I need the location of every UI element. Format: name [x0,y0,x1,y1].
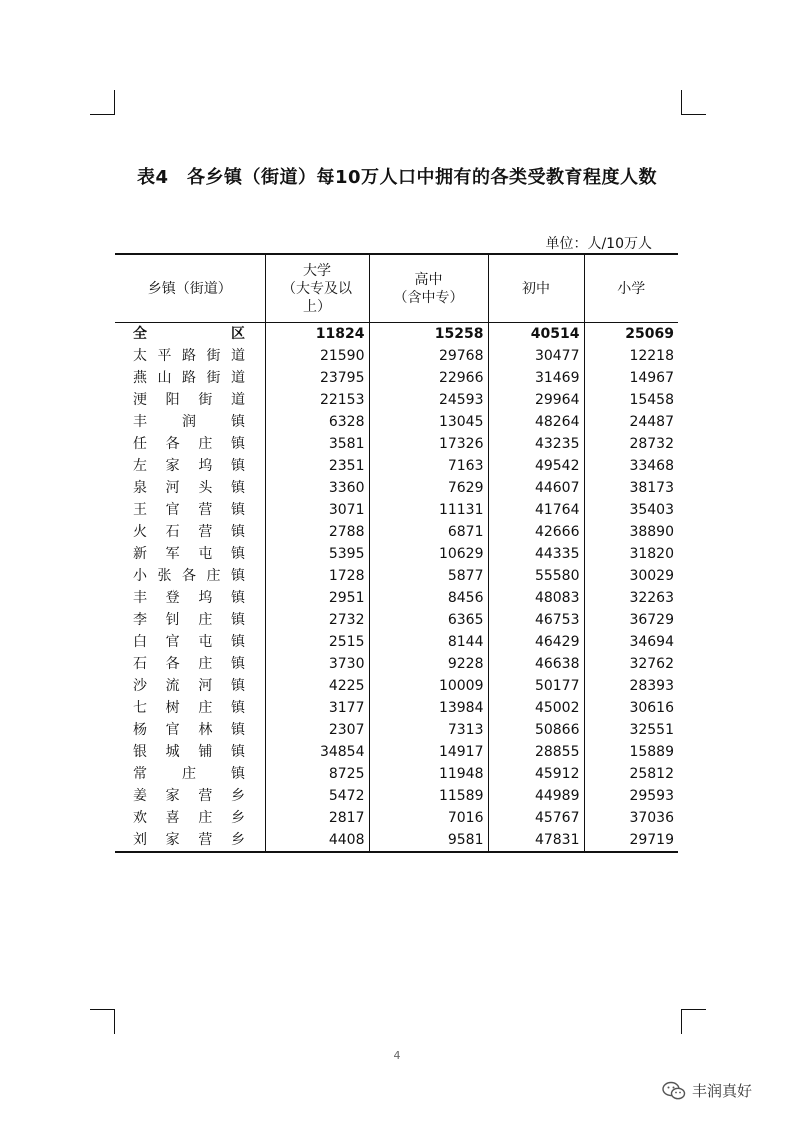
cell-middle-school: 46429 [488,631,584,653]
cell-primary-school: 32762 [584,653,678,675]
header-primary-school [584,254,678,323]
header-high-school [369,254,488,323]
table-row [115,675,678,697]
cell-primary-school: 30029 [584,565,678,587]
cell-primary-school: 15889 [584,741,678,763]
cell-high-school: 8456 [369,587,488,609]
cell-college: 3071 [265,499,369,521]
cell-town-name [115,609,265,631]
cell-town-name [115,543,265,565]
cell-middle-school: 47831 [488,829,584,852]
table-row [115,763,678,785]
cell-high-school: 9228 [369,653,488,675]
cell-high-school: 24593 [369,389,488,411]
table-row [115,565,678,587]
cell-middle-school: 41764 [488,499,584,521]
cell-town-name [115,367,265,389]
crop-mark-bottom-left [90,1009,115,1034]
cell-primary-school: 38173 [584,477,678,499]
town-name-label: 欢 喜 庄 乡 [133,810,245,826]
cell-town-name [115,521,265,543]
header-middle-school [488,254,584,323]
town-name-label: 银 城 铺 镇 [133,744,245,760]
table-row [115,411,678,433]
cell-primary-school: 36729 [584,609,678,631]
cell-college: 23795 [265,367,369,389]
town-name-label: 小 张 各 庄 镇 [133,568,245,584]
header-town-label: 乡镇（街道） [147,280,232,297]
cell-primary-school: 33468 [584,455,678,477]
education-table [115,253,678,853]
cell-town-name [115,499,265,521]
table-row [115,455,678,477]
cell-primary-school: 31820 [584,543,678,565]
cell-town-name [115,785,265,807]
cell-high-school: 7163 [369,455,488,477]
cell-primary-school: 28393 [584,675,678,697]
cell-high-school: 11948 [369,763,488,785]
cell-primary-school: 14967 [584,367,678,389]
cell-primary-school: 35403 [584,499,678,521]
header-primary-label: 小学 [617,280,646,297]
town-name-label: 任 各 庄 镇 [133,436,245,452]
table-row [115,367,678,389]
town-name-label: 王 官 营 镇 [133,502,245,518]
table-row [115,609,678,631]
cell-high-school: 17326 [369,433,488,455]
header-row [115,254,678,323]
crop-mark-bottom-right [681,1009,706,1034]
cell-high-school: 7016 [369,807,488,829]
cell-college: 3177 [265,697,369,719]
town-name-label: 姜 家 营 乡 [133,788,245,804]
town-name-label: 李 钊 庄 镇 [133,612,245,628]
cell-middle-school: 28855 [488,741,584,763]
cell-town-name [115,345,265,367]
cell-middle-school: 44607 [488,477,584,499]
table-row [115,719,678,741]
header-town [115,254,265,323]
cell-college: 8725 [265,763,369,785]
table-row [115,697,678,719]
cell-middle-school: 46753 [488,609,584,631]
table-body [115,323,678,853]
cell-town-name [115,323,265,346]
table-row [115,829,678,852]
cell-town-name [115,389,265,411]
town-name-label: 沙 流 河 镇 [133,678,245,694]
cell-high-school: 29768 [369,345,488,367]
town-name-label: 刘 家 营 乡 [133,832,245,848]
cell-town-name [115,675,265,697]
table-row-total [115,323,678,346]
cell-high-school: 5877 [369,565,488,587]
town-name-label: 全 区 [133,326,245,342]
cell-college: 6328 [265,411,369,433]
cell-college: 21590 [265,345,369,367]
header-college-label: 大学 （大专及以 上） [282,262,352,315]
cell-middle-school: 48083 [488,587,584,609]
cell-high-school: 8144 [369,631,488,653]
cell-town-name [115,411,265,433]
cell-college: 2351 [265,455,369,477]
cell-high-school: 22966 [369,367,488,389]
table-title: 表4 各乡镇（街道）每10万人口中拥有的各类受教育程度人数 [136,167,658,188]
crop-mark-top-right [681,90,706,115]
cell-town-name [115,719,265,741]
cell-town-name [115,829,265,852]
cell-high-school: 14917 [369,741,488,763]
header-college [265,254,369,323]
cell-primary-school: 37036 [584,807,678,829]
cell-high-school: 15258 [369,323,488,346]
cell-high-school: 6365 [369,609,488,631]
cell-college: 4225 [265,675,369,697]
cell-town-name [115,565,265,587]
cell-primary-school: 32263 [584,587,678,609]
cell-high-school: 10629 [369,543,488,565]
cell-high-school: 11589 [369,785,488,807]
cell-college: 2515 [265,631,369,653]
table-row [115,477,678,499]
cell-middle-school: 30477 [488,345,584,367]
table-row [115,389,678,411]
table-row [115,587,678,609]
table-row [115,741,678,763]
cell-college: 34854 [265,741,369,763]
table-row [115,433,678,455]
cell-town-name [115,741,265,763]
cell-primary-school: 34694 [584,631,678,653]
unit-label: 单位：人/10万人 [545,236,652,252]
cell-middle-school: 44989 [488,785,584,807]
header-middle-label: 初中 [522,280,550,297]
cell-high-school: 13045 [369,411,488,433]
cell-college: 5395 [265,543,369,565]
cell-town-name [115,477,265,499]
cell-town-name [115,631,265,653]
cell-middle-school: 45002 [488,697,584,719]
cell-middle-school: 55580 [488,565,584,587]
town-name-label: 丰 登 坞 镇 [133,590,245,606]
wechat-logo-icon [662,1081,686,1101]
cell-middle-school: 50177 [488,675,584,697]
town-name-label: 白 官 屯 镇 [133,634,245,650]
cell-middle-school: 48264 [488,411,584,433]
cell-town-name [115,807,265,829]
cell-middle-school: 46638 [488,653,584,675]
cell-middle-school: 31469 [488,367,584,389]
cell-high-school: 7313 [369,719,488,741]
town-name-label: 石 各 庄 镇 [133,656,245,672]
cell-primary-school: 32551 [584,719,678,741]
header-high-label: 高中 （含中专） [393,271,464,306]
cell-college: 4408 [265,829,369,852]
cell-college: 3581 [265,433,369,455]
town-name-label: 浭 阳 街 道 [133,392,245,408]
cell-primary-school: 30616 [584,697,678,719]
cell-town-name [115,455,265,477]
town-name-label: 七 树 庄 镇 [133,700,245,716]
cell-college: 2788 [265,521,369,543]
cell-middle-school: 44335 [488,543,584,565]
cell-middle-school: 29964 [488,389,584,411]
cell-high-school: 6871 [369,521,488,543]
cell-primary-school: 28732 [584,433,678,455]
cell-primary-school: 24487 [584,411,678,433]
cell-town-name [115,653,265,675]
table-row [115,807,678,829]
table-row [115,499,678,521]
cell-town-name [115,587,265,609]
cell-town-name [115,697,265,719]
cell-middle-school: 45767 [488,807,584,829]
town-name-label: 燕 山 路 街 道 [133,370,245,386]
page-number: 4 [393,1049,401,1062]
cell-primary-school: 15458 [584,389,678,411]
cell-primary-school: 29593 [584,785,678,807]
cell-college: 2817 [265,807,369,829]
cell-high-school: 11131 [369,499,488,521]
cell-college: 22153 [265,389,369,411]
cell-college: 3730 [265,653,369,675]
town-name-label: 左 家 坞 镇 [133,458,245,474]
cell-college: 11824 [265,323,369,346]
cell-primary-school: 12218 [584,345,678,367]
cell-primary-school: 29719 [584,829,678,852]
town-name-label: 泉 河 头 镇 [133,480,245,496]
cell-college: 2307 [265,719,369,741]
table-row [115,543,678,565]
cell-town-name [115,763,265,785]
cell-town-name [115,433,265,455]
town-name-label: 火 石 营 镇 [133,524,245,540]
cell-college: 2732 [265,609,369,631]
cell-middle-school: 42666 [488,521,584,543]
cell-high-school: 13984 [369,697,488,719]
cell-college: 2951 [265,587,369,609]
watermark-text: 丰润真好 [692,1082,753,1100]
cell-high-school: 9581 [369,829,488,852]
watermark [662,1077,792,1107]
cell-middle-school: 50866 [488,719,584,741]
town-name-label: 丰 润 镇 [133,414,245,430]
table-row [115,521,678,543]
cell-middle-school: 45912 [488,763,584,785]
town-name-label: 常 庄 镇 [133,766,245,782]
cell-middle-school: 43235 [488,433,584,455]
cell-primary-school: 25812 [584,763,678,785]
cell-college: 5472 [265,785,369,807]
table-row [115,653,678,675]
town-name-label: 太 平 路 街 道 [133,348,245,364]
cell-primary-school: 38890 [584,521,678,543]
cell-high-school: 7629 [369,477,488,499]
crop-mark-top-left [90,90,115,115]
town-name-label: 杨 官 林 镇 [133,722,245,738]
table-row [115,345,678,367]
table-row [115,631,678,653]
cell-middle-school: 49542 [488,455,584,477]
cell-primary-school: 25069 [584,323,678,346]
cell-college: 1728 [265,565,369,587]
cell-high-school: 10009 [369,675,488,697]
cell-college: 3360 [265,477,369,499]
town-name-label: 新 军 屯 镇 [133,546,245,562]
table-row [115,785,678,807]
cell-middle-school: 40514 [488,323,584,346]
